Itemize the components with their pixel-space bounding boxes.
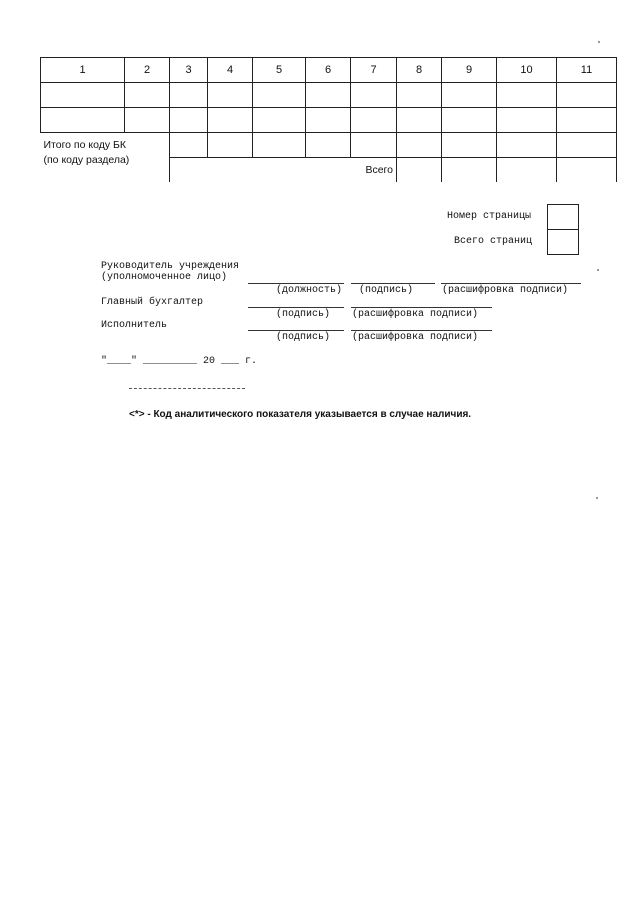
table-cell[interactable] — [125, 83, 170, 108]
table-cell[interactable] — [253, 108, 306, 133]
executor-decoding-caption: (расшифровка подписи) — [352, 332, 479, 343]
column-header: 3 — [170, 58, 208, 83]
page-number-label: Номер страницы — [447, 211, 532, 222]
column-header: 1 — [41, 58, 125, 83]
footnote-separator — [129, 388, 245, 389]
table-cell[interactable] — [208, 133, 253, 158]
table-cell[interactable] — [41, 108, 125, 133]
column-header: 7 — [351, 58, 397, 83]
column-header: 2 — [125, 58, 170, 83]
table-cell[interactable] — [442, 133, 497, 158]
subtotal-label-line1: Итого по коду БК — [43, 139, 126, 151]
column-header: 4 — [208, 58, 253, 83]
page-number-box[interactable] — [547, 204, 579, 230]
table-cell[interactable] — [557, 108, 617, 133]
executor-signature-line[interactable] — [248, 330, 344, 331]
chief-accountant-label: Главный бухгалтер — [101, 297, 204, 308]
grand-total-label: Всего — [170, 158, 397, 183]
table-cell[interactable] — [497, 158, 557, 183]
table-cell[interactable] — [497, 133, 557, 158]
table-cell[interactable] — [557, 83, 617, 108]
table-header-row — [41, 58, 617, 83]
executor-signature-caption: (подпись) — [276, 332, 331, 343]
table-cell[interactable] — [253, 133, 306, 158]
table-cell[interactable] — [557, 158, 617, 183]
column-header: 6 — [306, 58, 351, 83]
table-cell[interactable] — [125, 108, 170, 133]
table-cell[interactable] — [442, 83, 497, 108]
subtotal-label-line2: (по коду раздела) — [43, 154, 130, 166]
table-cell[interactable] — [306, 108, 351, 133]
footnote-text: <*> - Код аналитического показателя указывается в случае наличия. — [129, 409, 472, 420]
head-label-line2: (уполномоченное лицо) — [101, 272, 228, 283]
table-cell[interactable] — [170, 133, 208, 158]
table-cell[interactable] — [306, 133, 351, 158]
table-cell[interactable] — [497, 83, 557, 108]
chief-signature-caption: (подпись) — [276, 309, 331, 320]
scan-speck — [598, 41, 600, 43]
table-cell[interactable] — [397, 83, 442, 108]
head-label-line1: Руководитель учреждения — [101, 261, 240, 272]
chief-signature-line[interactable] — [248, 307, 344, 308]
subtotal-row — [41, 133, 617, 158]
table-cell[interactable] — [442, 108, 497, 133]
chief-decoding-line[interactable] — [351, 307, 492, 308]
executor-label: Исполнитель — [101, 320, 168, 331]
table-cell[interactable] — [351, 133, 397, 158]
head-decoding-line[interactable] — [441, 283, 581, 284]
table-cell[interactable] — [442, 158, 497, 183]
table-cell[interactable] — [170, 108, 208, 133]
column-header: 9 — [442, 58, 497, 83]
table-cell[interactable] — [208, 108, 253, 133]
executor-decoding-line[interactable] — [351, 330, 492, 331]
scan-speck — [597, 269, 599, 271]
head-position-line[interactable] — [248, 283, 344, 284]
table-row — [41, 108, 617, 133]
table-cell[interactable] — [397, 133, 442, 158]
table-cell[interactable] — [306, 83, 351, 108]
table-cell[interactable] — [253, 83, 306, 108]
head-position-caption: (должность) — [276, 285, 343, 296]
table-cell[interactable] — [351, 83, 397, 108]
subtotal-label — [41, 133, 170, 183]
scan-speck — [596, 497, 598, 499]
column-header: 8 — [397, 58, 442, 83]
head-signature-caption: (подпись) — [359, 285, 414, 296]
total-pages-box[interactable] — [547, 229, 579, 255]
column-header: 11 — [557, 58, 617, 83]
table-row — [41, 83, 617, 108]
table-cell[interactable] — [397, 108, 442, 133]
column-header: 5 — [253, 58, 306, 83]
head-signature-line[interactable] — [351, 283, 435, 284]
report-table — [40, 57, 617, 182]
table-cell[interactable] — [397, 158, 442, 183]
column-header: 10 — [497, 58, 557, 83]
chief-decoding-caption: (расшифровка подписи) — [352, 309, 479, 320]
date-line[interactable]: "____" _________ 20 ___ г. — [101, 356, 258, 367]
table-cell[interactable] — [351, 108, 397, 133]
table-cell[interactable] — [170, 83, 208, 108]
table-cell[interactable] — [497, 108, 557, 133]
head-decoding-caption: (расшифровка подписи) — [442, 285, 569, 296]
table-cell[interactable] — [41, 83, 125, 108]
table-cell[interactable] — [557, 133, 617, 158]
table-cell[interactable] — [208, 83, 253, 108]
total-pages-label: Всего страниц — [454, 236, 533, 247]
